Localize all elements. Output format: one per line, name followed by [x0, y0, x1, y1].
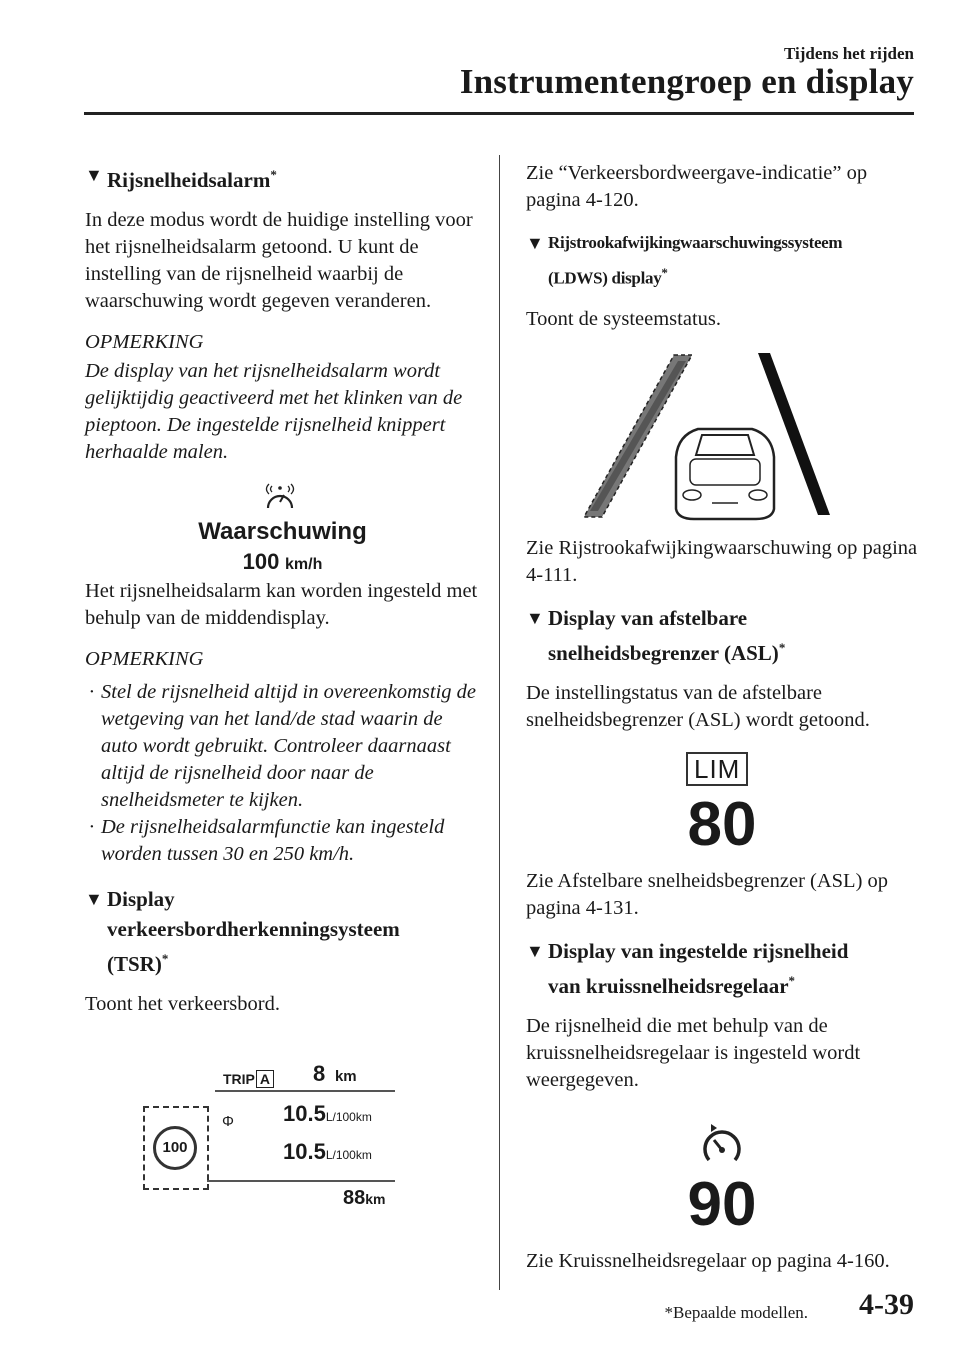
paragraph: Zie Kruissnelheidsregelaar op pagina 4-160.	[526, 1249, 890, 1272]
triangle-bullet-icon: ▼	[85, 889, 103, 909]
note-title: OPMERKING	[85, 331, 204, 353]
trip-value: 8 km	[313, 1061, 357, 1086]
paragraph: Toont het verkeersbord.	[85, 993, 280, 1015]
triangle-bullet-icon: ▼	[526, 940, 544, 961]
heading-cruise: ▼ Display van ingestelde rijsnelheid van kruissnelheidsregelaar*	[526, 936, 918, 1001]
lim-badge: LIM	[686, 752, 748, 786]
paragraph: Zie Afstelbare snelheidsbegrenzer (ASL) op pagina 4-131.	[526, 869, 889, 919]
column-divider	[499, 155, 500, 1290]
range-value: 88km	[343, 1187, 386, 1209]
warning-display-figure	[85, 480, 480, 572]
asl-display-figure	[526, 748, 918, 868]
triangle-bullet-icon: ▼	[526, 607, 544, 628]
note-text: De display van het rijsnelheidsalarm wordt gelijktijdig geactiveerd met het klinken van de pieptoon. De ingestelde rijsnelheid knippert herhaalde malen.	[85, 360, 463, 463]
heading-asl: ▼ Display van afstelbare snelheidsbegrenzer (ASL)*	[526, 603, 918, 668]
paragraph: De rijsnelheid die met behulp van de kruissnelheidsregelaar is ingesteld wordt weergegeven.	[526, 1014, 861, 1091]
triangle-bullet-icon: ▼	[85, 165, 103, 185]
paragraph: In deze modus wordt de huidige instelling voor het rijsnelheidsalarm getoond. U kunt de instelling van de rijsnelheid waarbij de waarschuwing wordt gegeven veranderen.	[85, 209, 473, 312]
fuel-economy-2: 10.5L/100km	[283, 1139, 372, 1164]
fuel-symbol: Φ	[222, 1113, 234, 1130]
page-number: 4-39	[859, 1288, 914, 1321]
heading-tsr: ▼ Display verkeersbordherkenningsysteem (TSR)*	[85, 884, 480, 979]
left-column	[85, 160, 480, 1230]
right-column	[526, 160, 918, 1289]
cruise-display-figure	[526, 1122, 918, 1248]
trip-label: TRIP A	[223, 1066, 274, 1093]
note-title: OPMERKING	[85, 648, 204, 670]
paragraph: De instellingstatus van de afstelbare snelheidsbegrenzer (ASL) wordt getoond.	[526, 681, 870, 731]
paragraph: Het rijsnelheidsalarm kan worden ingesteld met behulp van de middendisplay.	[85, 580, 478, 629]
footnote: *Bepaalde modellen.	[664, 1303, 808, 1322]
cruise-speedometer-icon	[699, 1122, 745, 1168]
note-bullet: · Stel de rijsnelheid altijd in overeenkomstig de wetgeving van het land/de stad waarin de auto wordt gebruikt. Controleer daarnaast altijd de rijsnelheid door naar de snelheidsmeter te kijken.	[89, 681, 476, 811]
speed-alarm-icon	[260, 480, 300, 514]
triangle-bullet-icon: ▼	[526, 233, 544, 253]
asl-speed: 80	[687, 789, 757, 859]
paragraph: Toont de systeemstatus.	[526, 307, 722, 330]
page-title: Instrumentengroep en display	[459, 62, 914, 101]
paragraph: Zie Rijstrookafwijkingwaarschuwing op pagina 4-111.	[526, 536, 918, 586]
tsr-display-figure	[85, 1060, 480, 1230]
fuel-economy-1: 10.5L/100km	[283, 1101, 372, 1126]
cruise-speed: 90	[687, 1169, 757, 1239]
header-rule	[84, 112, 914, 115]
ldws-display-figure	[526, 347, 918, 527]
heading-ldws: ▼ Rijstrookafwijkingwaarschuwingssysteem (LDWS) display*	[526, 228, 918, 294]
trip-rule	[215, 1090, 395, 1092]
range-rule	[207, 1180, 395, 1182]
warning-label: Waarschuwing	[198, 518, 367, 545]
heading-rijsnelheidsalarm: ▼ Rijsnelheidsalarm*	[85, 160, 480, 195]
section-label: Tijdens het rijden	[783, 44, 914, 63]
note-bullet: · De rijsnelheidsalarmfunctie kan ingesteld worden tussen 30 en 250 km/h.	[89, 816, 445, 865]
speed-sign: 100	[153, 1126, 197, 1170]
warning-speed: 100 km/h	[242, 549, 323, 574]
paragraph: Zie “Verkeersbordweergave-indicatie” op pagina 4-120.	[526, 162, 868, 211]
